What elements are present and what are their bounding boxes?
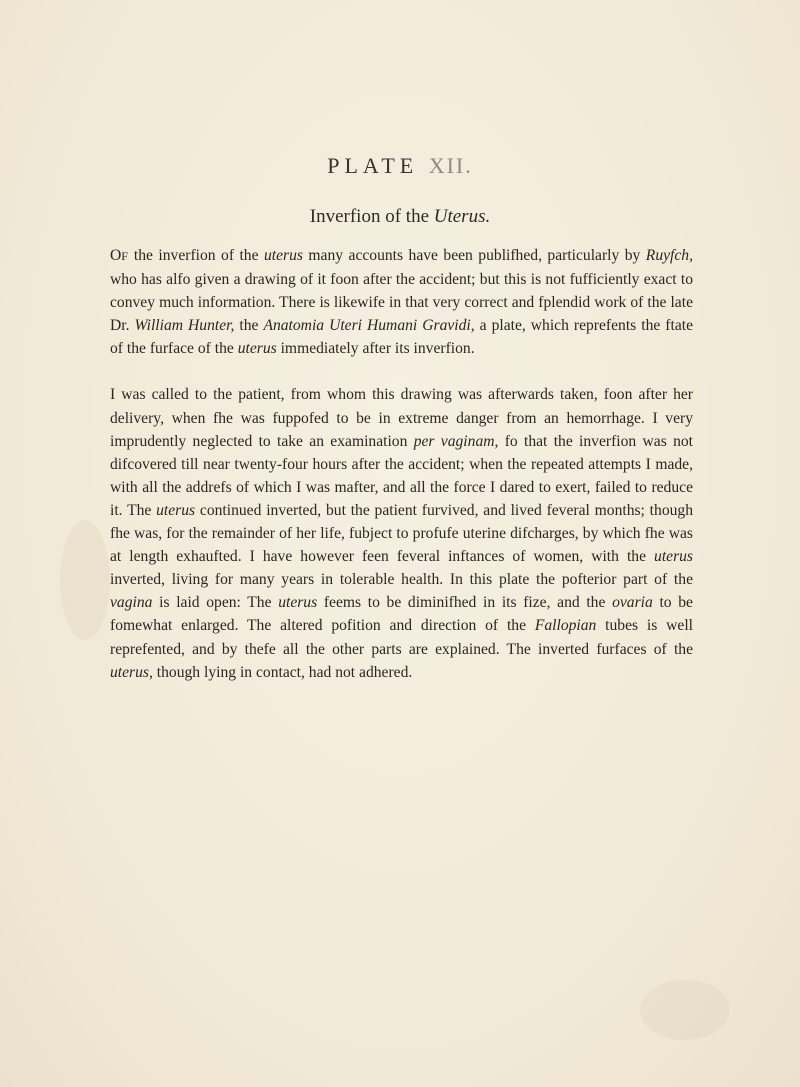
text-run: fo that the inverfion was not difcovered till near twenty-four hours after the accident; when the repeated attempts I made, with all the addrefs of which I was mafter, and all the force I dared to exert, failed to reduce it. The [110,432,693,519]
paragraph-2 [110,383,693,683]
italic-term: ovaria [612,594,653,612]
italic-term: uterus [237,340,277,358]
text-run: a plate, which reprefents the ftate of the furface of the [110,317,693,358]
author-name: William Hunter, [134,317,235,335]
text-run: many accounts have been publifhed, particularly by [302,247,646,264]
text-run: to be fomewhat enlarged. The altered pofition and direction of the [110,594,693,635]
text-run: the [234,317,264,335]
author-name: Ruyfch, [645,247,693,264]
italic-term: uterus [263,247,303,264]
text-run: I was called to the patient, from whom this drawing was afterwards taken, foon after her delivery, when fhe was fuppofed to be in extreme danger from an hemorrhage. I very imprudently neglected to take an examination [110,386,693,450]
plate-numeral: XII. [428,153,473,178]
title-italic: Uterus. [433,206,491,227]
plate-title [0,206,800,228]
italic-term: uterus, [110,663,153,681]
plate-heading [0,153,800,179]
italic-term: vagina [110,594,153,612]
paper-stain [640,980,730,1040]
italic-term: uterus [654,548,693,566]
text-run: immediately after its inverfion. [276,340,475,358]
text-run: the inverfion of the [128,247,264,264]
text-run: is laid open: The [152,594,279,612]
italic-term: uterus [278,594,318,612]
title-text: Inverfion of the [309,206,434,227]
italic-term: Fallopian [534,617,597,635]
plate-word: PLATE [327,153,419,178]
text-run: continued inverted, but the patient furvived, and lived feveral months; though fhe was, for the remainder of her life, fubject to profufe uterine difcharges, by which fhe was at length exhaufted. I have however feen feveral inftances of women, with the [110,501,694,566]
work-title: Anatomia Uteri Humani Gravidi, [263,317,475,335]
text-run: who has alfo given a drawing of it foon after the accident; but this is not fufficiently exact to convey much information. There is likewife in that very correct and fplendid work of the late Dr. [110,271,693,335]
body-text [110,244,693,684]
paragraph-1 [110,244,693,360]
italic-term: uterus [156,501,196,519]
text-run: inverted, living for many years in tolerable health. In this plate the pofterior part of the [110,571,693,589]
text-run: though lying in contact, had not adhered. [152,663,413,681]
text-run: feems to be diminifhed in its fize, and the [317,594,613,612]
text-run: tubes is well reprefented, and by thefe all the other parts are explained. The inverted furfaces of the [110,617,693,658]
paper-stain [60,520,110,640]
first-letter: O [110,247,122,264]
italic-term: per vaginam, [413,432,499,450]
small-caps: F [121,249,129,263]
